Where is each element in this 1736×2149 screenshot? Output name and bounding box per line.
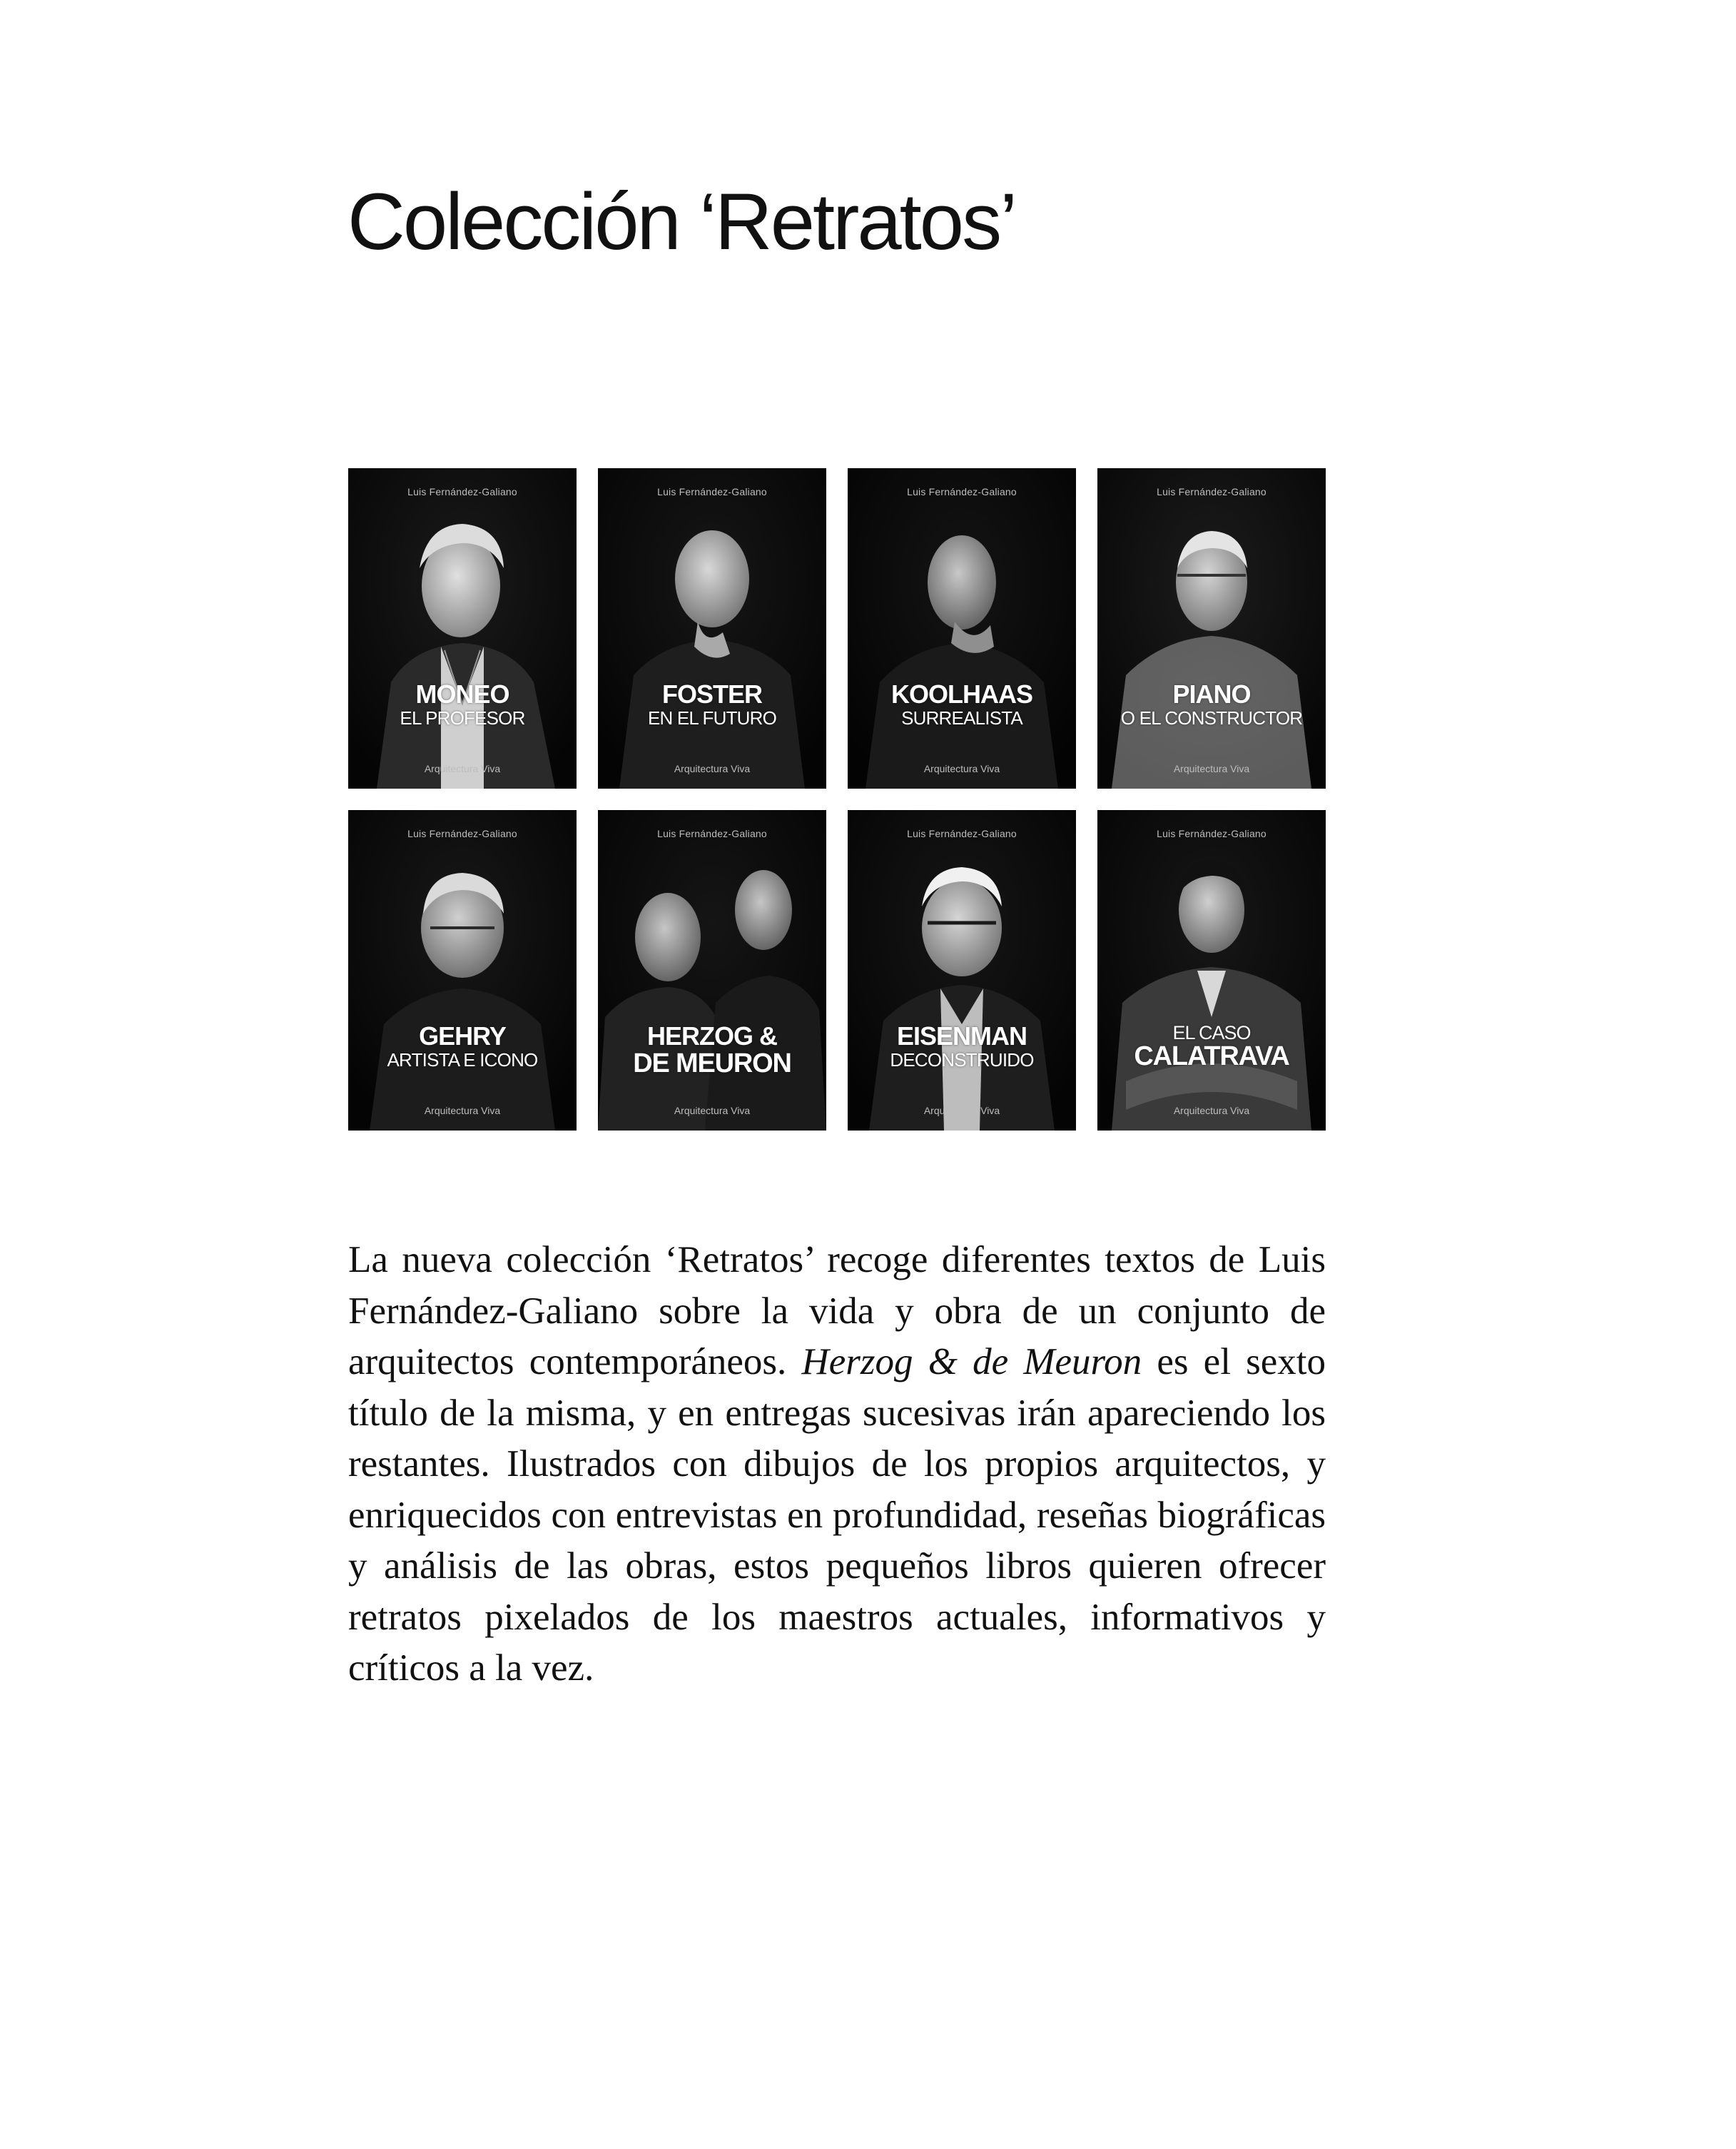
portrait-photo: [598, 810, 826, 1131]
cover-author: Luis Fernández-Galiano: [657, 828, 767, 839]
cover-subtitle: CALATRAVA: [1134, 1041, 1289, 1072]
cover-author: Luis Fernández-Galiano: [657, 486, 767, 497]
description-paragraph: [348, 1235, 1326, 1694]
cover-subtitle: DECONSTRUIDO: [890, 1048, 1034, 1071]
cover-publisher: Arquitectura Viva: [923, 763, 1000, 774]
portrait-photo: [1097, 468, 1326, 789]
cover-author: Luis Fernández-Galiano: [1157, 486, 1267, 497]
book-cover-eisenman: [848, 810, 1076, 1131]
cover-author: Luis Fernández-Galiano: [907, 828, 1017, 839]
cover-author: Luis Fernández-Galiano: [1157, 828, 1267, 839]
book-cover-calatrava: [1097, 810, 1326, 1131]
portrait-photo: [598, 468, 826, 789]
cover-title: GEHRY: [419, 1021, 506, 1051]
portrait-photo: [348, 468, 577, 789]
page-title: Colección ‘Retratos’: [347, 177, 1015, 266]
cover-author: Luis Fernández-Galiano: [907, 486, 1017, 497]
cover-subtitle: ARTISTA E ICONO: [387, 1048, 538, 1071]
portrait-photo: [848, 468, 1076, 789]
cover-author: Luis Fernández-Galiano: [407, 486, 517, 497]
cover-grid: [348, 468, 1326, 1131]
description-text: es el sexto título de la misma, y en entregas sucesivas irán apareciendo los restantes. Ilustrados con dibujos de los propios arquitectos, y enriquecidos con entrevistas en profundidad, reseñas biográficas y análisis de las obras, estos pequeños libros quieren ofrecer retratos pixelados de los maestros actuales, informativos y críticos a la vez.: [348, 1341, 1326, 1689]
cover-title: KOOLHAAS: [891, 679, 1032, 709]
cover-subtitle: EN EL FUTURO: [647, 707, 777, 729]
cover-title: PIANO: [1172, 679, 1251, 709]
book-cover-piano: [1097, 468, 1326, 789]
cover-title: EL CASO: [1172, 1022, 1251, 1043]
description-italic-title: Herzog & de Meuron: [801, 1341, 1142, 1382]
cover-publisher: Arquitectura Viva: [424, 1105, 501, 1116]
cover-publisher: Arquitectura Viva: [674, 1105, 751, 1116]
cover-publisher: Arquitectura Viva: [424, 763, 501, 774]
cover-title: HERZOG &: [646, 1021, 777, 1051]
book-cover-gehry: [348, 810, 577, 1131]
cover-subtitle: O EL CONSTRUCTOR: [1120, 707, 1303, 729]
portrait-photo: [848, 810, 1076, 1131]
cover-subtitle: EL PROFESOR: [400, 707, 525, 729]
cover-publisher: Arquitectura Viva: [1173, 763, 1250, 774]
cover-publisher: Arquitectura Viva: [1173, 1105, 1250, 1116]
cover-title: MONEO: [415, 679, 509, 709]
book-cover-foster: [598, 468, 826, 789]
book-cover-koolhaas: [848, 468, 1076, 789]
cover-publisher: Arquitectura Viva: [923, 1105, 1000, 1116]
cover-publisher: Arquitectura Viva: [674, 763, 751, 774]
cover-title: EISENMAN: [896, 1021, 1027, 1051]
cover-title: FOSTER: [661, 679, 762, 709]
portrait-photo: [1097, 810, 1326, 1131]
book-cover-herzog-de-meuron: [598, 810, 826, 1131]
description-text: La nueva colección ‘Retratos’ recoge diferentes textos de Luis Fernández-Galiano sobre la vida y obra de un conjunto de arquitectos contemporáneos.: [348, 1239, 1326, 1382]
cover-subtitle: DE MEURON: [633, 1048, 791, 1078]
cover-author: Luis Fernández-Galiano: [407, 828, 517, 839]
cover-subtitle: SURREALISTA: [901, 707, 1022, 729]
portrait-photo: [348, 810, 577, 1131]
book-cover-moneo: [348, 468, 577, 789]
